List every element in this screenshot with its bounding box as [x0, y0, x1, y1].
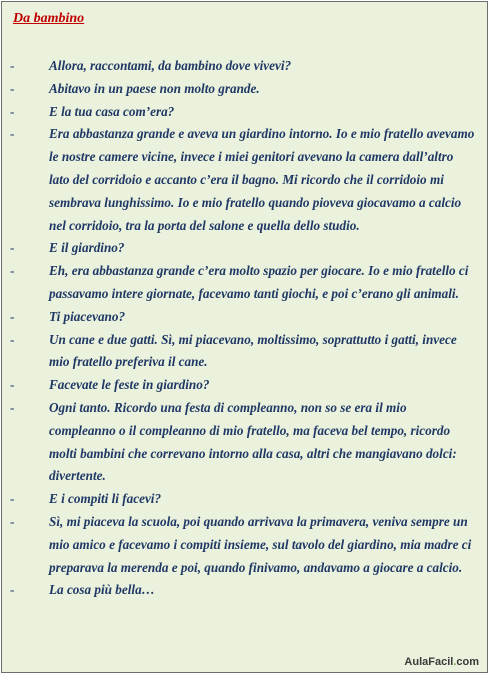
dialogue-text: Ti piacevano? [49, 308, 126, 324]
dialogue-text: Eh, era abbastanza grande c’era molto spazio per giocare. Io e mio fratello ci passavamo intere giornate, facevamo tanti giochi, e poi c’erano gli animali. [49, 263, 469, 301]
dash-marker: - [10, 58, 15, 73]
dialogue-text: Sì, mi piaceva la scuola, poi quando arrivava la primavera, veniva sempre un mio amico e facevamo i compiti insieme, sul tavolo del giardino, mia madre ci preparava la merenda e poi, quando finivamo, andavamo a giocare a calcio. [49, 513, 472, 575]
dash-marker: - [10, 308, 15, 324]
dialogue-text: Abitavo in un paese non molto grande. [49, 80, 260, 96]
dialogue-line [10, 237, 476, 260]
dialogue-text: E la tua casa com’era? [49, 103, 175, 119]
dialogue-text: Era abbastanza grande e aveva un giardino intorno. Io e mio fratello avevamo le nostre camere vicine, invece i miei genitori avevano la camera dall’altro lato del corridoio e accanto c’era il bagno. Mi ricordo che il corridoio mi sembrava lunghissimo. Io e mio fratello quando pioveva giocavamo a calcio nel corridoio, tra la porta del salone e quella dello studio. [49, 126, 475, 233]
dialogue-line [10, 488, 476, 511]
document-title: Da bambino [13, 11, 85, 26]
dialogue-text: Facevate le feste in giardino? [49, 377, 210, 393]
watermark-dot: . [453, 656, 457, 668]
dash-marker: - [10, 513, 15, 529]
dash-marker: - [10, 491, 15, 507]
dash-marker: - [10, 263, 15, 279]
dialogue-text: La cosa più bella… [49, 582, 155, 598]
dash-marker: - [10, 240, 15, 256]
dialogue-line [10, 260, 476, 306]
dash-marker: - [10, 80, 15, 96]
dialogue-line [10, 123, 476, 237]
dialogue-line [10, 397, 476, 488]
dialogue-text: Ogni tanto. Ricordo una festa di compleanno, non so se era il mio compleanno o il compleanno di mio fratello, ma faceva bel tempo, ricordo molti bambini che correvano intorno alla casa, altri che mangiavano dolci: divertente. [49, 399, 457, 484]
watermark-brand: AulaFacil [404, 656, 454, 668]
dialogue-line [10, 306, 476, 329]
dialogue-line [10, 579, 476, 602]
site-watermark [404, 656, 479, 668]
document-page [1, 1, 488, 673]
dash-marker: - [10, 377, 15, 393]
dialogue-text: E i compiti li facevi? [49, 491, 162, 507]
dialogue-line [10, 511, 476, 579]
dialogue-line [10, 374, 476, 397]
dialogue-line [10, 329, 476, 375]
dash-marker: - [10, 126, 15, 142]
dash-marker: - [10, 582, 15, 598]
dialogue-text: Allora, raccontami, da bambino dove vivevi? [49, 58, 292, 73]
dash-marker: - [10, 331, 15, 347]
dialogue-text: E il giardino? [49, 240, 125, 256]
dialogue-line [10, 55, 476, 78]
dialogue-line [10, 101, 476, 124]
watermark-domain: com [456, 656, 479, 668]
dialogue-text: Un cane e due gatti. Sì, mi piacevano, moltissimo, soprattutto i gatti, invece mio fratello preferiva il cane. [49, 331, 457, 370]
dash-marker: - [10, 103, 15, 119]
dialogue-list [10, 55, 476, 602]
dialogue-line [10, 78, 476, 101]
dash-marker: - [10, 399, 15, 415]
